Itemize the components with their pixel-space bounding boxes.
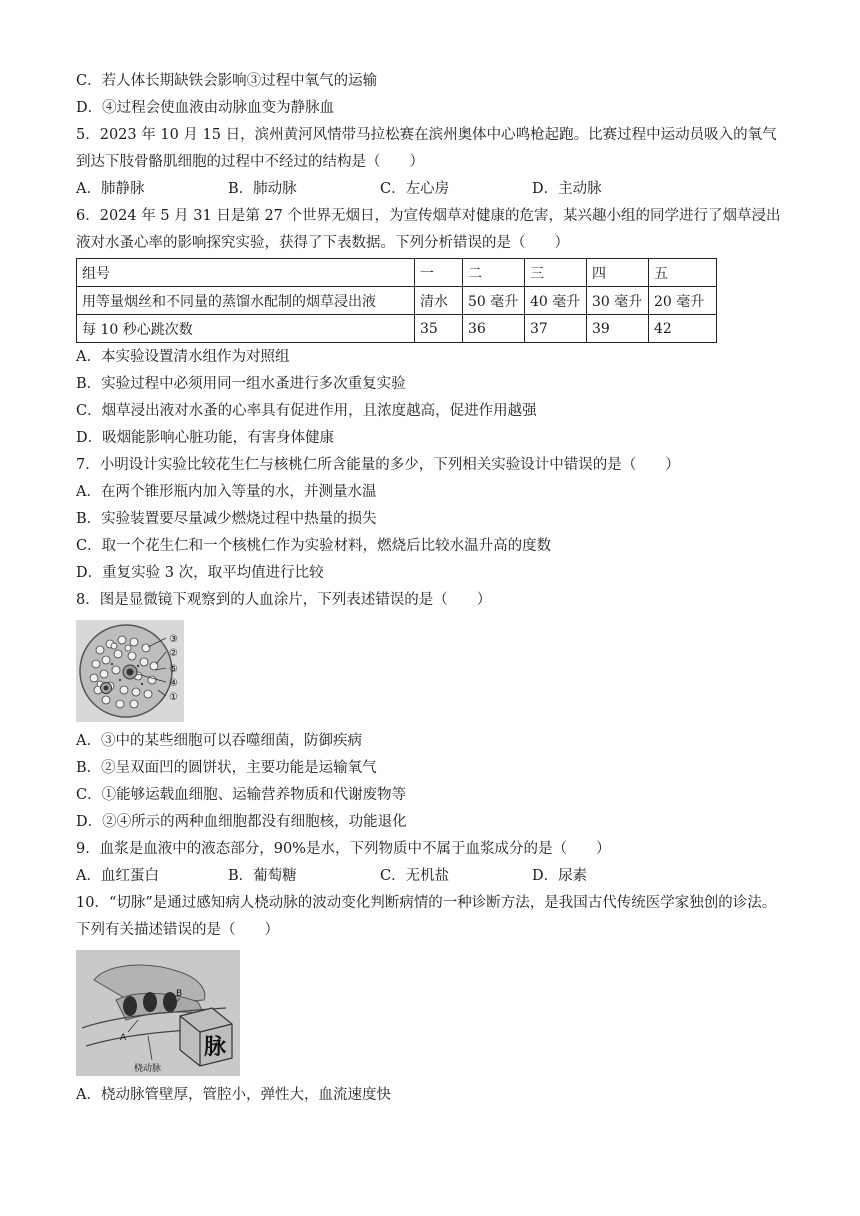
q6-stem-line1: 6．2024 年 5 月 31 日是第 27 个世界无烟日，为宣传烟草对健康的危害，某兴趣小组的同学进行了烟草浸出 bbox=[76, 208, 781, 224]
q4-option-d: D．④过程会使血液由动脉血变为静脉血 bbox=[76, 100, 335, 116]
q10-stem-line2: 下列有关描述错误的是（ ） bbox=[76, 922, 279, 938]
label-a: A bbox=[120, 1033, 127, 1043]
q7-option-d: D．重复实验 3 次，取平均值进行比较 bbox=[76, 565, 324, 581]
q8-option-b: B．②呈双面凹的圆饼状，主要功能是运输氧气 bbox=[76, 760, 377, 776]
q8-stem: 8．图是显微镜下观察到的人血涂片，下列表述错误的是（ ） bbox=[76, 592, 492, 608]
table-cell: 三 bbox=[525, 259, 587, 287]
table-cell: 35 bbox=[415, 315, 463, 343]
table-cell: 42 bbox=[649, 315, 717, 343]
label-1: ① bbox=[169, 692, 178, 703]
q9-options bbox=[76, 863, 788, 890]
q7-option-c: C．取一个花生仁和一个核桃仁作为实验材料，燃烧后比较水温升高的度数 bbox=[76, 538, 552, 554]
q9-option-c: C．无机盐 bbox=[380, 868, 450, 884]
label-2: ② bbox=[169, 648, 178, 659]
q5-stem-line1: 5．2023 年 10 月 15 日，滨州黄河风情带马拉松赛在滨州奥体中心鸣枪起跑。比赛过程中运动员吸入的氧气 bbox=[76, 127, 777, 143]
q7-option-b: B．实验装置要尽量减少燃烧过程中热量的损失 bbox=[76, 511, 377, 527]
blood-smear-figure bbox=[76, 620, 788, 722]
table-cell: 37 bbox=[525, 315, 587, 343]
table-cell: 20 毫升 bbox=[649, 287, 717, 315]
label-4: ④ bbox=[169, 678, 178, 689]
q6-option-a: A．本实验设置清水组作为对照组 bbox=[76, 349, 290, 365]
q5-options bbox=[76, 176, 788, 203]
table-cell: 清水 bbox=[415, 287, 463, 315]
table-cell: 二 bbox=[463, 259, 525, 287]
table-row-solution bbox=[77, 287, 717, 315]
table-cell: 五 bbox=[649, 259, 717, 287]
exam-page bbox=[76, 68, 788, 1109]
table-cell: 用等量烟丝和不同量的蒸馏水配制的烟草浸出液 bbox=[77, 287, 415, 315]
q6-option-c: C．烟草浸出液对水蚤的心率具有促进作用，且浓度越高，促进作用越强 bbox=[76, 403, 537, 419]
table-row-heartbeat bbox=[77, 315, 717, 343]
q8-option-c: C．①能够运载血细胞、运输营养物质和代谢废物等 bbox=[76, 787, 407, 803]
q7-stem: 7．小明设计实验比较花生仁与核桃仁所含能量的多少，下列相关实验设计中错误的是（ ） bbox=[76, 457, 680, 473]
q9-stem: 9．血浆是血液中的液态部分，90%是水，下列物质中不属于血浆成分的是（ ） bbox=[76, 841, 611, 857]
pulse-diagnosis-image bbox=[76, 950, 240, 1076]
table-cell: 每 10 秒心跳次数 bbox=[77, 315, 415, 343]
label-3: ③ bbox=[169, 634, 178, 645]
q8-option-d: D．②④所示的两种血细胞都没有细胞核，功能退化 bbox=[76, 814, 407, 830]
q10-option-a: A．桡动脉管壁厚，管腔小，弹性大，血流速度快 bbox=[76, 1087, 391, 1103]
label-radial-artery: 桡动脉 bbox=[134, 1064, 162, 1074]
table-cell: 组号 bbox=[77, 259, 415, 287]
table-cell: 30 毫升 bbox=[587, 287, 649, 315]
pulse-figure bbox=[76, 950, 788, 1076]
q7-option-a: A．在两个锥形瓶内加入等量的水，并测量水温 bbox=[76, 484, 377, 500]
label-b: B bbox=[176, 989, 183, 999]
table-cell: 50 毫升 bbox=[463, 287, 525, 315]
q5-stem-line2: 到达下肢骨骼肌细胞的过程中不经过的结构是（ ） bbox=[76, 154, 424, 170]
q9-option-d: D．尿素 bbox=[532, 868, 588, 884]
q6-option-d: D．吸烟能影响心脏功能，有害身体健康 bbox=[76, 430, 335, 446]
q5-option-c: C．左心房 bbox=[380, 181, 450, 197]
label-5: ⑤ bbox=[169, 664, 178, 675]
table-row-header bbox=[77, 259, 717, 287]
q6-data-table bbox=[76, 258, 717, 343]
table-cell: 36 bbox=[463, 315, 525, 343]
block-label: 脉 bbox=[204, 1034, 227, 1060]
q9-option-b: B．葡萄糖 bbox=[228, 868, 297, 884]
q4-option-c: C．若人体长期缺铁会影响③过程中氧气的运输 bbox=[76, 73, 378, 89]
q5-option-a: A．肺静脉 bbox=[76, 181, 145, 197]
q6-stem-line2: 液对水蚤心率的影响探究实验，获得了下表数据。下列分析错误的是（ ） bbox=[76, 235, 569, 251]
table-cell: 一 bbox=[415, 259, 463, 287]
q8-option-a: A．③中的某些细胞可以吞噬细菌，防御疾病 bbox=[76, 733, 362, 749]
q6-option-b: B．实验过程中必须用同一组水蚤进行多次重复实验 bbox=[76, 376, 406, 392]
q5-option-d: D．主动脉 bbox=[532, 181, 602, 197]
q10-stem-line1: 10．“切脉”是通过感知病人桡动脉的波动变化判断病情的一种诊断方法，是我国古代传统医学家独创的诊法。 bbox=[76, 895, 777, 911]
blood-smear-image bbox=[76, 620, 184, 722]
table-cell: 39 bbox=[587, 315, 649, 343]
q9-option-a: A．血红蛋白 bbox=[76, 868, 159, 884]
q5-option-b: B．肺动脉 bbox=[228, 181, 297, 197]
table-cell: 40 毫升 bbox=[525, 287, 587, 315]
table-cell: 四 bbox=[587, 259, 649, 287]
